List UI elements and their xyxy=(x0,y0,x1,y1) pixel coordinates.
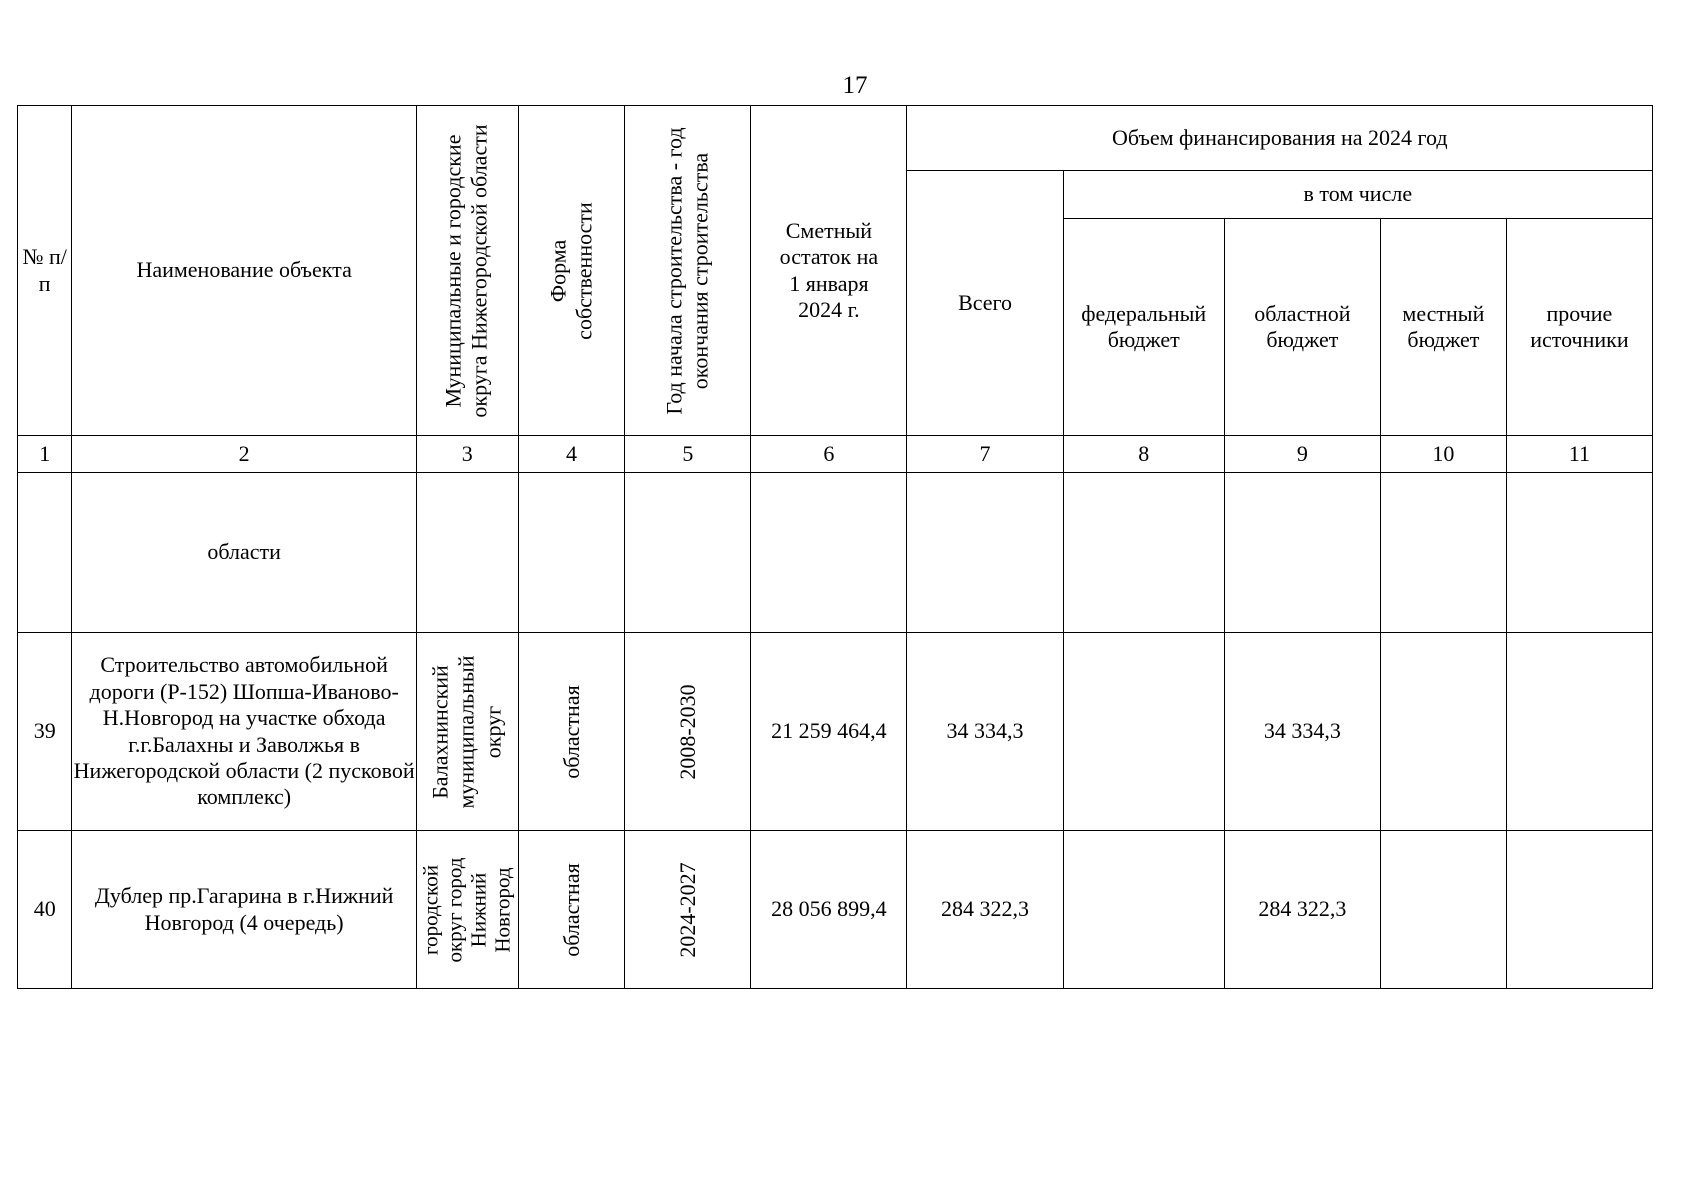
column-number: 5 xyxy=(625,436,751,473)
row-local xyxy=(1380,831,1506,989)
row-regional xyxy=(1224,473,1380,633)
row-ownership-text: областная xyxy=(558,862,584,957)
row-regional: 34 334,3 xyxy=(1224,633,1380,831)
header-total: Всего xyxy=(907,171,1063,436)
header-municipal-text: Муниципальные и городские округа Нижегородской области xyxy=(440,123,493,418)
column-number: 4 xyxy=(518,436,625,473)
row-municipal xyxy=(416,473,518,633)
row-ownership xyxy=(518,633,625,831)
header-ownership xyxy=(518,106,625,436)
row-local xyxy=(1380,633,1506,831)
row-total: 34 334,3 xyxy=(907,633,1063,831)
row-estimate: 28 056 899,4 xyxy=(751,831,907,989)
header-municipal xyxy=(416,106,518,436)
row-name: Строительство автомобильной дороги (Р-152) Шопша-Иваново-Н.Новгород на участке обхода г.г.Балахны и Заволжья в Нижегородской области (2 пусковой комплекс) xyxy=(72,633,417,831)
page-number: 17 xyxy=(842,72,868,99)
row-total xyxy=(907,473,1063,633)
row-federal xyxy=(1063,633,1224,831)
row-regional: 284 322,3 xyxy=(1224,831,1380,989)
row-municipal xyxy=(416,831,518,989)
header-federal-text: федеральный бюджет xyxy=(1081,300,1207,352)
header-local-text: местный бюджет xyxy=(1402,300,1485,352)
header-name: Наименование объекта xyxy=(72,106,417,436)
column-number: 3 xyxy=(416,436,518,473)
row-ownership xyxy=(518,831,625,989)
header-regional xyxy=(1224,219,1380,436)
row-years-text: 2024-2027 xyxy=(674,861,700,958)
row-ownership xyxy=(518,473,625,633)
row-other xyxy=(1506,831,1652,989)
column-number: 2 xyxy=(72,436,417,473)
header-financing: Объем финансирования на 2024 год xyxy=(907,106,1653,171)
header-local xyxy=(1380,219,1506,436)
table-row xyxy=(18,633,1653,831)
financing-table xyxy=(17,105,1653,989)
row-federal xyxy=(1063,473,1224,633)
row-num: 39 xyxy=(18,633,72,831)
header-estimate-text: Сметный остаток на 1 января 2024 г. xyxy=(779,217,879,322)
row-name: области xyxy=(72,473,417,633)
column-number: 9 xyxy=(1224,436,1380,473)
row-total: 284 322,3 xyxy=(907,831,1063,989)
header-regional-text: областной бюджет xyxy=(1254,300,1351,352)
header-including: в том числе xyxy=(1063,171,1652,219)
row-num xyxy=(18,473,72,633)
column-number: 11 xyxy=(1506,436,1652,473)
row-num: 40 xyxy=(18,831,72,989)
column-number-row xyxy=(18,436,1653,473)
row-ownership-text: областная xyxy=(558,684,584,779)
header-num: № п/п xyxy=(18,106,72,436)
row-municipal-text: городской округ город Нижний Новгород xyxy=(418,857,516,962)
row-years xyxy=(625,831,751,989)
column-number: 10 xyxy=(1380,436,1506,473)
column-number: 1 xyxy=(18,436,72,473)
header-years xyxy=(625,106,751,436)
row-municipal-text: Балахнинский муниципальный округ xyxy=(427,654,506,809)
header-other xyxy=(1506,219,1652,436)
row-years xyxy=(625,633,751,831)
row-years xyxy=(625,473,751,633)
row-estimate xyxy=(751,473,907,633)
table-row xyxy=(18,831,1653,989)
table-row xyxy=(18,473,1653,633)
row-municipal xyxy=(416,633,518,831)
row-years-text: 2008-2030 xyxy=(674,683,700,780)
row-federal xyxy=(1063,831,1224,989)
row-local xyxy=(1380,473,1506,633)
column-number: 8 xyxy=(1063,436,1224,473)
row-other xyxy=(1506,473,1652,633)
header-estimate xyxy=(751,106,907,436)
column-number: 7 xyxy=(907,436,1063,473)
header-row-1 xyxy=(18,106,1653,171)
header-federal xyxy=(1063,219,1224,436)
header-ownership-text: Форма собственности xyxy=(545,201,597,340)
row-estimate: 21 259 464,4 xyxy=(751,633,907,831)
row-name: Дублер пр.Гагарина в г.Нижний Новгород (4 очередь) xyxy=(72,831,417,989)
header-years-text: Год начала строительства - год окончания строительства xyxy=(661,126,713,415)
header-other-text: прочие источники xyxy=(1530,300,1629,352)
column-number: 6 xyxy=(751,436,907,473)
row-other xyxy=(1506,633,1652,831)
